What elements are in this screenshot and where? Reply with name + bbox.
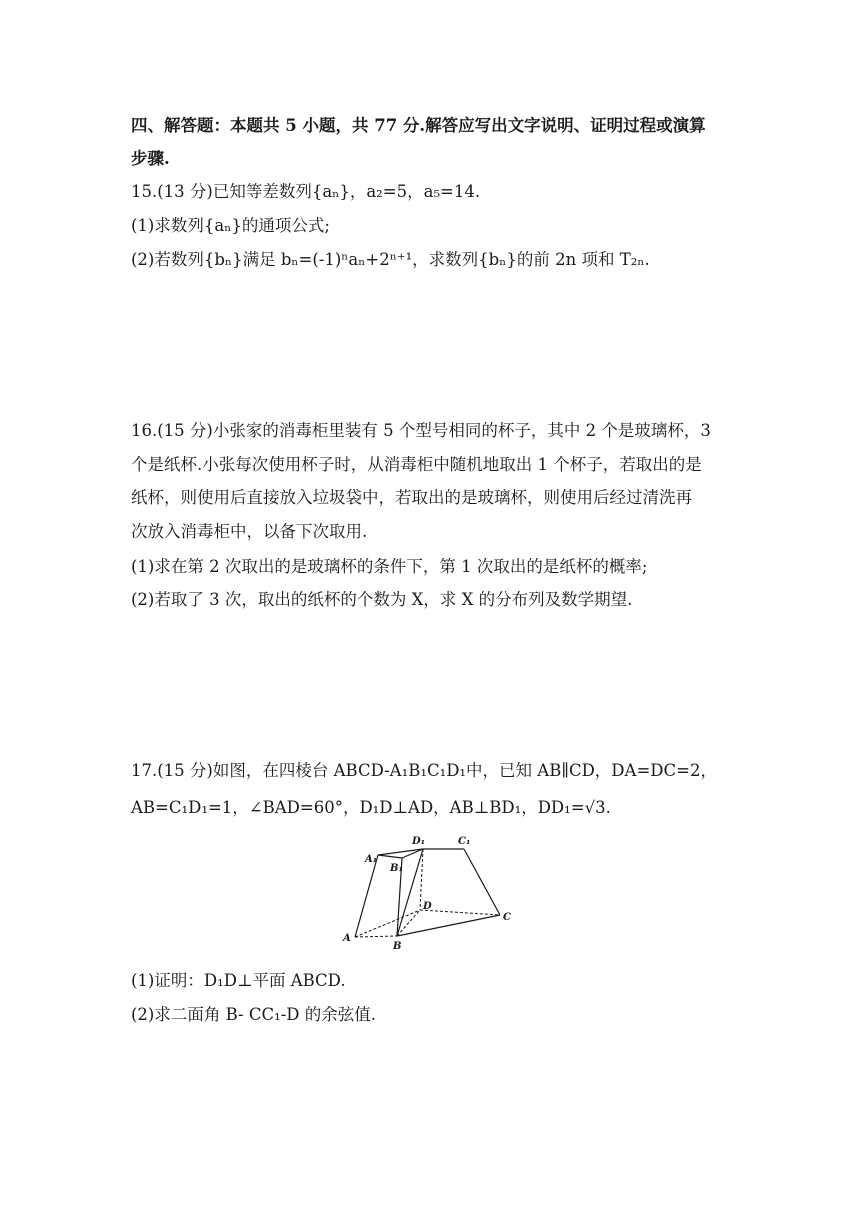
label-b1: B₁: [390, 863, 403, 874]
q16-line3: 纸杯，则使用后直接放入垃圾袋中，若取出的是玻璃杯，则使用后经过清洗再: [131, 488, 692, 507]
label-a: A: [343, 933, 351, 944]
edge-dc: [420, 910, 500, 915]
edge-a1b1: [378, 855, 402, 858]
q17-line2: AB=C₁D₁=1，∠BAD=60°，D₁D⊥AD，AB⊥BD₁，DD₁=√3.: [131, 798, 611, 817]
label-d1: D₁: [412, 836, 426, 847]
edge-a1a: [355, 855, 378, 937]
q16-part2: (2)若取了 3 次，取出的纸杯的个数为 X，求 X 的分布列及数学期望.: [131, 590, 633, 609]
q17-line1: 17.(15 分)如图，在四棱台 ABCD-A₁B₁C₁D₁中，已知 AB∥CD，DA=DC=2，: [131, 761, 717, 780]
q15-stem: 15.(13 分)已知等差数列{aₙ}，a₂=5，a₅=14.: [131, 182, 481, 201]
label-a1: A₁: [365, 854, 378, 865]
q16-line2: 个是纸杯.小张每次使用杯子时，从消毒柜中随机地取出 1 个杯子，若取出的是: [131, 455, 702, 474]
label-c: C: [503, 912, 511, 923]
q16-line4: 次放入消毒柜中，以备下次取用.: [131, 522, 368, 541]
label-c1: C₁: [458, 836, 471, 847]
q15-part2: (2)若数列{bₙ}满足 bₙ=(-1)ⁿaₙ+2ⁿ⁺¹，求数列{bₙ}的前 2n 项和 T₂ₙ.: [131, 250, 650, 269]
q17-part2: (2)求二面角 B- CC₁-D 的余弦值.: [131, 1005, 377, 1024]
edge-ab: [355, 936, 397, 937]
label-b: B: [393, 941, 402, 952]
section-heading-line2: 步骤.: [131, 149, 170, 168]
q17-part1: (1)证明：D₁D⊥平面 ABCD.: [131, 971, 346, 990]
section-heading-line1: 四、解答题：本题共 5 小题，共 77 分.解答应写出文字说明、证明过程或演算: [131, 116, 706, 135]
q16-part1: (1)求在第 2 次取出的是玻璃杯的条件下，第 1 次取出的是纸杯的概率;: [131, 557, 648, 576]
frustum-figure: [340, 828, 525, 953]
label-d: D: [423, 901, 432, 912]
q16-line1: 16.(15 分)小张家的消毒柜里装有 5 个型号相同的杯子，其中 2 个是玻璃杯，3: [131, 421, 711, 440]
edge-bc: [397, 915, 500, 936]
edge-c1c: [464, 849, 500, 915]
q15-part1: (1)求数列{aₙ}的通项公式;: [131, 216, 330, 235]
